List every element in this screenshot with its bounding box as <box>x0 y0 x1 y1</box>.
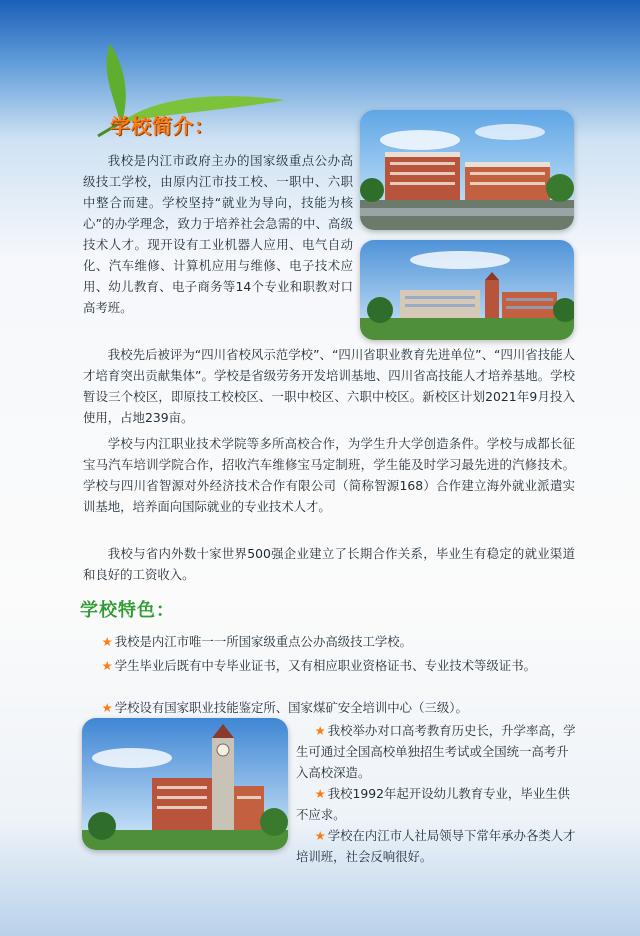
feature-item <box>83 631 575 652</box>
feature-text: 学生毕业后既有中专毕业证书，又有相应职业资格证书、专业技术等级证书。 <box>114 658 536 673</box>
feature-text: 我校1992年起开设幼儿教育专业，毕业生供不应求。 <box>296 786 570 822</box>
intro-heading: 学校简介： <box>110 114 215 138</box>
star-icon: ★ <box>314 786 326 801</box>
star-icon: ★ <box>101 658 113 673</box>
feature-text: 我校是内江市唯一一所国家级重点公办高级技工学校。 <box>114 634 413 649</box>
intro-paragraph: 我校先后被评为“四川省校风示范学校”、“四川省职业教育先进单位”、“四川省技能人才培育突出贡献集体”。学校是省级劳务开发培训基地、四川省高技能人才培养基地。学校暂设三个校区，即原技工校校区、一职中校区、六职中校区。新校区计划2021年9月投入使用，占地239亩。 <box>83 347 575 425</box>
feature-item <box>296 825 578 867</box>
star-icon: ★ <box>314 828 326 843</box>
star-icon: ★ <box>314 723 326 738</box>
campus-building-photo <box>360 240 574 340</box>
features-heading: 学校特色： <box>80 600 175 621</box>
clock-tower-building-photo <box>82 718 288 850</box>
intro-paragraph: 学校与内江职业技术学院等多所高校合作，为学生升大学创造条件。学校与成都长征宝马汽车培训学院合作，招收汽车维修宝马定制班，学生能及时学习最先进的汽修技术。学校与四川省智源对外经济技术合作有限公司（简称智源168）合作建立海外就业派遣实训基地，培养面向国际就业的专业技术人才。 <box>83 436 575 514</box>
feature-text: 学校设有国家职业技能鉴定所、国家煤矿安全培训中心（三级）。 <box>114 700 468 715</box>
campus-building-photo <box>360 110 574 230</box>
feature-item <box>83 697 575 718</box>
feature-item <box>83 655 575 676</box>
feature-text: 我校举办对口高考教育历史长，升学率高，学生可通过全国高校单独招生考试或全国统一高考升入高校深造。 <box>296 723 576 780</box>
star-icon: ★ <box>101 700 113 715</box>
star-icon: ★ <box>101 634 113 649</box>
feature-text: 学校在内江市人社局领导下常年承办各类人才培训班，社会反响很好。 <box>296 828 576 864</box>
intro-paragraph: 我校与省内外数十家世界500强企业建立了长期合作关系，毕业生有稳定的就业渠道和良好的工资收入。 <box>83 546 575 582</box>
feature-item <box>296 720 578 783</box>
feature-item <box>296 783 578 825</box>
intro-paragraph: 我校是内江市政府主办的国家级重点公办高级技工学校，由原内江市技工校、一职中、六职中整合而建。学校坚持“就业为导向，技能为核心”的办学理念，致力于培养社会急需的中、高级技术人才。现开设有工业机器人应用、电气自动化、汽车维修、计算机应用与维修、电子技术应用、幼儿教育、电子商务等14个专业和职教对口高考班。 <box>83 153 353 315</box>
